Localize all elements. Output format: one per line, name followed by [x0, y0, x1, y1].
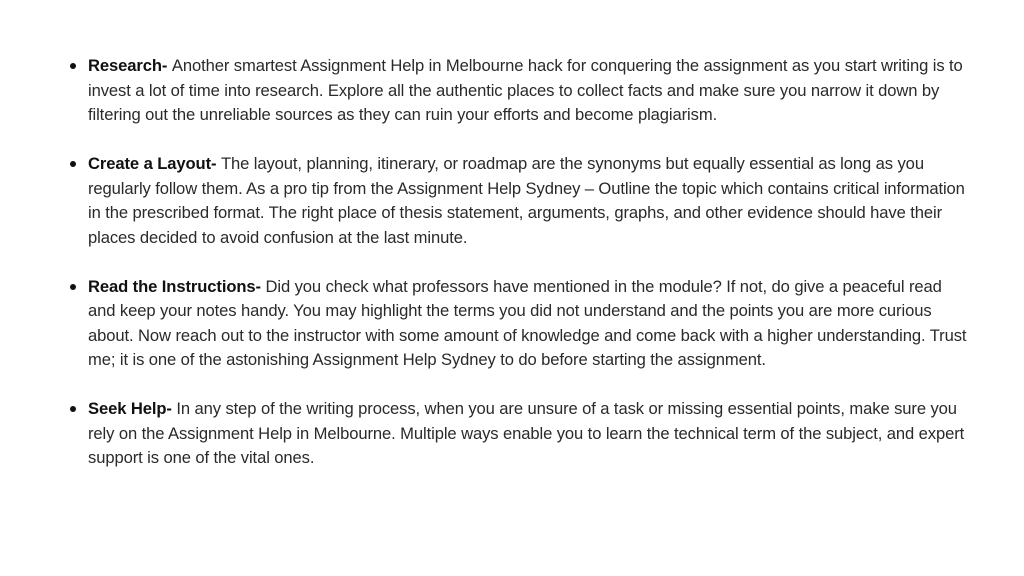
tip-body: Another smartest Assignment Help in Melbourne hack for conquering the assignment as you start writing is to invest a lot of time into research. Explore all the authentic places to collect facts and make sure you narrow it down by filtering out the unreliable sources as they can ruin your efforts and become plagiarism. [88, 56, 963, 124]
tips-list [70, 54, 970, 471]
bullet-icon [70, 284, 76, 290]
tip-title: Create a Layout- [88, 154, 221, 173]
list-item [70, 275, 970, 373]
tip-title: Read the Instructions- [88, 276, 266, 296]
list-item [70, 397, 970, 471]
tip-title: Seek Help- [88, 399, 177, 418]
bullet-icon [70, 161, 76, 167]
tip-body: In any step of the writing process, when you are unsure of a task or missing essential points, make sure you rely on the Assignment Help in Melbourne. Multiple ways enable you to learn the technical term of the subject, and expert support is one of the vital ones. [88, 399, 965, 467]
bullet-icon [70, 63, 76, 69]
tip-body: The layout, planning, itinerary, or roadmap are the synonyms but equally essential as long as you regularly follow them. As a pro tip from the Assignment Help Sydney – Outline the topic which contains critical information in the prescribed format. The right place of thesis statement, arguments, graphs, and other evidence should have their places decided to avoid confusion at the last minute. [88, 154, 965, 247]
tip-body: Did you check what professors have mentioned in the module? If not, do give a peaceful read and keep your notes handy. You may highlight the terms you did not understand and the points you are more curious about. Now reach out to the instructor with some amount of knowledge and come back with a higher understanding. Trust me; it is one of the astonishing Assignment Help Sydney to do before starting the assignment. [88, 276, 967, 369]
list-item [70, 152, 970, 250]
list-item [70, 54, 970, 128]
tip-title: Research- [88, 56, 172, 75]
bullet-icon [70, 406, 76, 412]
